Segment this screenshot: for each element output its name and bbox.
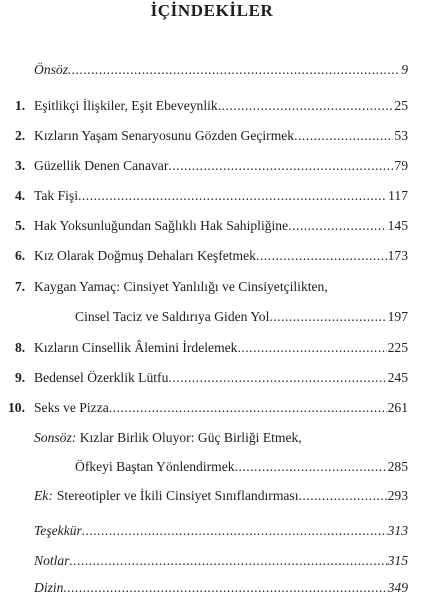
toc-entry-label: Notlar — [34, 553, 70, 568]
page-title: İÇİNDEKİLER — [150, 1, 274, 20]
dot-leader — [168, 367, 386, 389]
toc-entry-page: 261 — [387, 400, 408, 415]
toc-entry-page: 225 — [387, 340, 408, 355]
toc-entry-label: Hak Yoksunluğundan Sağlıklı Hak Sahipliğine — [34, 218, 289, 233]
toc-entry-chapter-10 — [34, 397, 408, 419]
toc-entry-label: Kızların Cinsellik Âlemini İrdelemek — [34, 340, 238, 355]
chapter-number: 8. — [15, 340, 26, 355]
dot-leader — [70, 550, 387, 572]
toc-entry-label: Kız Olarak Doğmuş Dehaları Keşfetmek — [34, 248, 256, 263]
dot-leader — [82, 520, 387, 542]
toc-entry-page: 349 — [387, 580, 408, 595]
toc-entry-page: 313 — [387, 523, 408, 538]
toc-entry-afterword — [75, 456, 408, 478]
toc-entry-label: Güzellik Denen Canavar — [34, 158, 169, 173]
toc-entry-page: 25 — [394, 98, 408, 113]
dot-leader — [237, 337, 386, 359]
dot-leader — [78, 185, 387, 207]
toc-entry-appendix — [34, 485, 408, 507]
dot-leader — [109, 397, 387, 419]
toc-entry-label: Teşekkür — [34, 523, 82, 538]
toc-entry-chapter-6 — [34, 245, 408, 267]
toc-entry-label: Dizin — [34, 580, 64, 595]
chapter-number: 2. — [15, 128, 26, 143]
toc-entry-chapter-9 — [34, 367, 408, 389]
toc-entry-page: 293 — [387, 488, 408, 503]
dot-leader — [68, 59, 400, 81]
toc-entry-label-line-2: Cinsel Taciz ve Saldırıya Giden Yol — [75, 309, 270, 324]
dot-leader — [168, 155, 393, 177]
chapter-number: 5. — [15, 218, 26, 233]
appendix-prefix: Ek: — [34, 488, 53, 503]
toc-entry-label: Eşitlikçi İlişkiler, Eşit Ebeveynlik — [34, 98, 218, 113]
toc-entry-afterword-line-1 — [34, 427, 302, 449]
dot-leader — [235, 456, 387, 478]
toc-entry-page: 145 — [387, 218, 408, 233]
toc-entry-page: 53 — [394, 128, 408, 143]
afterword-prefix: Sonsöz: — [34, 430, 77, 445]
toc-entry-label: Önsöz — [34, 62, 68, 77]
toc-entry-label: Stereotipler ve İkili Cinsiyet Sınıflandırması — [56, 488, 299, 503]
toc-entry-label: Kızların Yaşam Senaryosunu Gözden Geçirmek — [34, 128, 295, 143]
toc-entry-chapter-7 — [75, 306, 408, 328]
toc-entry-page: 9 — [401, 62, 408, 77]
toc-entry-acknowledgements — [34, 520, 408, 542]
dot-leader — [63, 577, 386, 599]
dot-leader — [256, 245, 387, 267]
chapter-number: 10. — [8, 400, 25, 415]
toc-entry-chapter-3 — [34, 155, 408, 177]
toc-entry-page: 245 — [387, 370, 408, 385]
chapter-number: 9. — [15, 370, 26, 385]
toc-entry-preface — [34, 59, 408, 81]
toc-entry-chapter-4 — [34, 185, 408, 207]
toc-entry-label: Kızlar Birlik Oluyor: Güç Birliği Etmek, — [79, 430, 302, 445]
chapter-number: 1. — [15, 98, 26, 113]
toc-entry-chapter-1 — [34, 95, 408, 117]
toc-entry-chapter-2 — [34, 125, 408, 147]
toc-entry-chapter-5 — [34, 215, 408, 237]
dot-leader — [294, 125, 393, 147]
toc-entry-notes — [34, 550, 408, 572]
dot-leader — [299, 485, 387, 507]
toc-entry-page: 173 — [387, 248, 408, 263]
dot-leader — [288, 215, 386, 237]
toc-entry-page: 79 — [394, 158, 408, 173]
toc-entry-page: 315 — [387, 553, 408, 568]
toc-entry-label: Seks ve Pizza — [34, 400, 109, 415]
toc-entry-label: Tak Fişi — [34, 188, 78, 203]
chapter-number: 4. — [15, 188, 26, 203]
toc-entry-label: Bedensel Özerklik Lütfu — [34, 370, 169, 385]
toc-entry-label-line-1: Kaygan Yamaç: Cinsiyet Yanlılığı ve Cinsiyetçilikten, — [34, 279, 328, 294]
toc-entry-page: 197 — [387, 309, 408, 324]
toc-entry-chapter-8 — [34, 337, 408, 359]
toc-entry-page: 117 — [388, 188, 408, 203]
toc-entry-page: 285 — [387, 459, 408, 474]
toc-entry-index — [34, 577, 408, 599]
chapter-number: 3. — [15, 158, 26, 173]
dot-leader — [269, 306, 386, 328]
toc-entry-label-line-2: Öfkeyi Baştan Yönlendirmek — [75, 459, 235, 474]
dot-leader — [218, 95, 394, 117]
chapter-number: 6. — [15, 248, 26, 263]
chapter-number: 7. — [15, 279, 26, 294]
